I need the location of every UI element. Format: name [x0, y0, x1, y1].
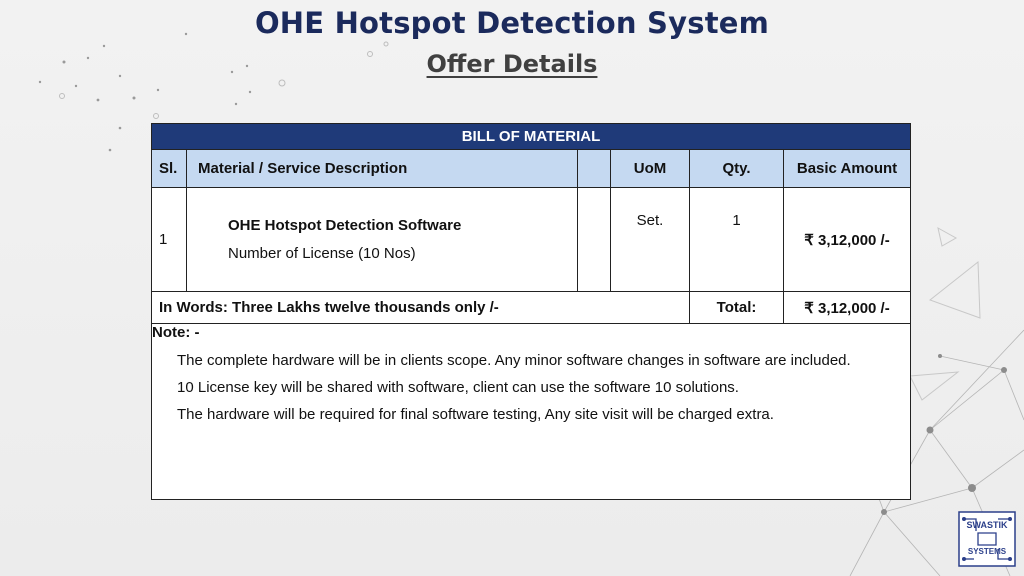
note-section	[152, 324, 911, 500]
item-detail: Number of License (10 Nos)	[228, 245, 416, 262]
note-title: Note: -	[152, 324, 200, 341]
item-qty: 1	[690, 188, 784, 292]
item-description-cell	[187, 188, 578, 292]
header-blank	[578, 150, 611, 188]
header-amount: Basic Amount	[784, 150, 911, 188]
note-text: 10 License key will be shared with software, client can use the software 10 solutions.	[177, 379, 739, 396]
note-item	[152, 351, 910, 370]
total-row	[152, 292, 911, 324]
header-description: Material / Service Description	[187, 150, 578, 188]
bullet-icon	[152, 351, 177, 370]
bullet-icon	[152, 378, 177, 397]
amount-in-words: In Words: Three Lakhs twelve thousands only /-	[152, 292, 690, 324]
logo-text-bottom: SYSTEMS	[967, 547, 1007, 556]
item-blank	[578, 188, 611, 292]
note-row	[152, 324, 911, 500]
header-uom: UoM	[611, 150, 690, 188]
bill-of-material-table	[151, 123, 911, 500]
table-banner: BILL OF MATERIAL	[152, 124, 911, 150]
item-uom: Set.	[611, 188, 690, 292]
note-item	[152, 378, 910, 397]
logo-text-top: SWASTIK	[966, 520, 1008, 530]
swastik-systems-logo	[958, 511, 1016, 567]
table-row	[152, 188, 911, 292]
page-title: OHE Hotspot Detection System	[254, 6, 770, 40]
total-amount: ₹ 3,12,000 /-	[784, 292, 911, 324]
item-amount: ₹ 3,12,000 /-	[784, 188, 911, 292]
table-header-row	[152, 150, 911, 188]
header-sl: Sl.	[152, 150, 187, 188]
total-label: Total:	[690, 292, 784, 324]
note-text: The complete hardware will be in clients scope. Any minor software changes in software are included.	[177, 352, 851, 369]
page-subtitle: Offer Details	[426, 50, 598, 78]
note-text: The hardware will be required for final software testing, Any site visit will be charged extra.	[177, 406, 774, 423]
item-name: OHE Hotspot Detection Software	[228, 217, 462, 234]
header-qty: Qty.	[690, 150, 784, 188]
item-sl: 1	[152, 188, 187, 292]
note-item	[152, 405, 910, 424]
bullet-icon	[152, 405, 177, 424]
